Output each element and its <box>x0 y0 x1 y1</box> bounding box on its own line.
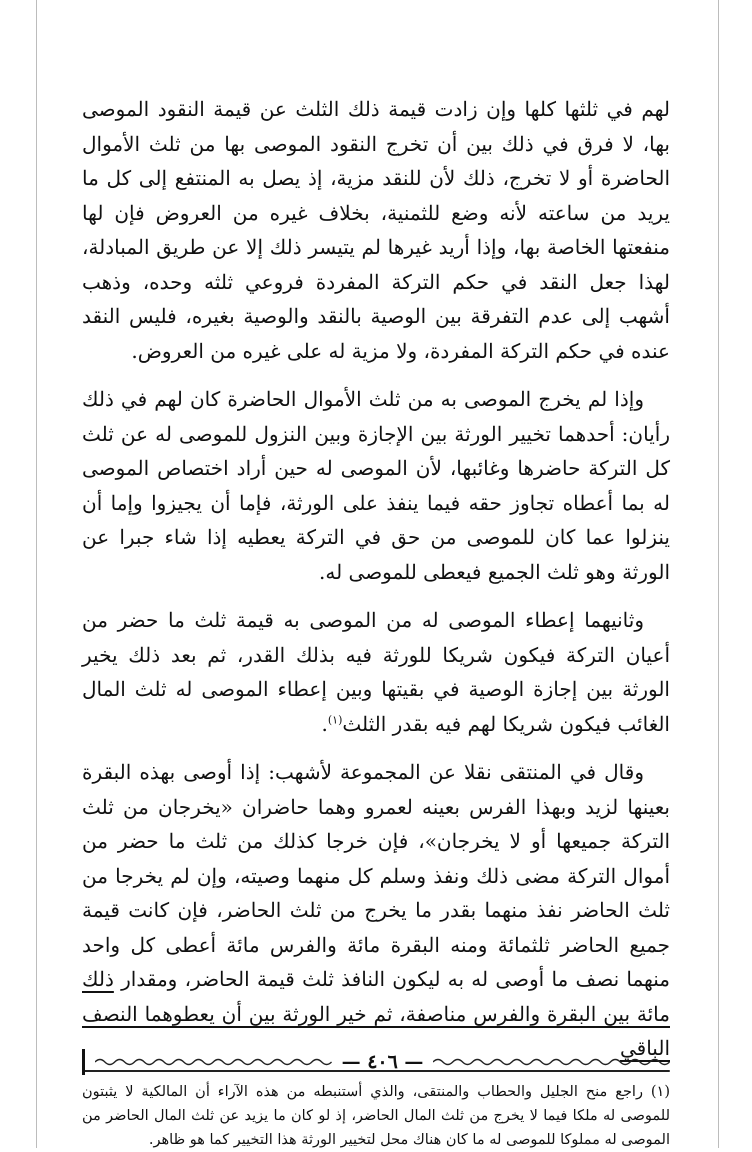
paragraph-3-text: وثانيهما إعطاء الموصى له من الموصى به قيمة ثلث ما حضر من أعيان التركة فيكون شريكا للورثة فيه بذلك القدر، ثم بعد ذلك يخير الورثة بين إجازة الوصية في بقيتها وبين إعطاء الموصى له ثلث المال الغائب فيكون شريكا لهم فيه بقدر الثلث <box>82 608 670 736</box>
paragraph-4 <box>82 755 670 1066</box>
page-edge-right <box>718 0 719 1148</box>
document-page <box>82 92 670 1152</box>
paragraph-4-text: وقال في المنتقى نقلا عن المجموعة لأشهب: إذا أوصى بهذه البقرة بعينها لزيد وبهذا الفرس بعينه لعمرو وهما حاضران «يخرجان من ثلث التركة جميعها أو لا يخرجان»، فإن خرجا كذلك من ثلث ما حضر من أموال التركة مضى ذلك ونفذ وسلم كل منهما وصيته، وإن لم يخرجا من ثلث الحاضر نفذ منهما بقدر ما يخرج من ثلث الحاضر، فإن كانت قيمة جميع الحاضر ثلثمائة ومنه البقرة مائة والفرس مائة أعطى كل واحد منهما نصف ما أوصى له به ليكون النافذ ثلث قيمة الحاضر، ومقدار <box>82 760 671 991</box>
footer-ornament-right <box>433 1056 670 1068</box>
footnote-reference: (١) <box>327 712 343 726</box>
footnote: (١) راجع منح الجليل والحطاب والمنتقى، والذي أستنبطه من هذه الآراء أن المالكية لا يثبتون للموصى له ملكا فيما لا يخرج من ثلث المال الحاضر، إذ لو كان ما يزيد عن ثلث المال الحاضر من الموصى له مملوكا للموصى له ما كان هناك محل لتخيير الورثة هذا التخيير كما هو ظاهر. <box>82 1083 670 1148</box>
page-number: — ٤٠٦ — <box>341 1051 424 1073</box>
paragraph-3: وثانيهما إعطاء الموصى له من الموصى به قيمة ثلث ما حضر من أعيان التركة فيكون شريكا للورثة فيه بذلك القدر، ثم بعد ذلك يخير الورثة بين إجازة الوصية في بقيتها وبين إعطاء الموصى له ثلث المال الغائب فيكون شريكا لهم فيه بقدر الثلث$^{(١)}$. <box>82 608 670 736</box>
page-edge-left <box>36 0 37 1148</box>
footer-ornament-left <box>95 1056 332 1068</box>
page-footer <box>82 1044 670 1080</box>
paragraph-1: لهم في ثلثها كلها وإن زادت قيمة ذلك الثلث عن قيمة النقود الموصى بها، لا فرق في ذلك بين أن تخرج النقود الموصى بها من ثلث الأموال الحاضرة أو لا تخرج، ذلك لأن للنقد مزية، إذ يصل به المنتفع إلى كل ما يريد من ساعته لأنه وضع للثمنية، بخلاف غيره من العروض فإن لها منفعتها الخاصة بها، وإذا أريد غيرها لم يتيسر ذلك إلا عن طريق المبادلة، لهذا جعل النقد في حكم التركة المفردة فروعي ثلثه وحده، وذهب أشهب إلى عدم التفرقة بين الوصية بالنقد والوصية بغيره، فليس النقد عنده في حكم التركة المفردة، ولا مزية له على غيره من العروض. <box>82 97 670 363</box>
paragraph-4-last-line: ذلك مائة بين البقرة والفرس مناصفة، ثم خير الورثة بين أن يعطوهما النصف الباقي <box>82 967 670 1060</box>
footer-end-bar <box>82 1049 85 1075</box>
paragraph-2: وإذا لم يخرج الموصى به من ثلث الأموال الحاضرة كان لهم في ذلك رأيان: أحدهما تخيير الورثة بين الإجازة وبين النزول للموصى له عن ثلث كل التركة حاضرها وغائبها، لأن الموصى له حين أراد اختصاص الموصى له بما أعطاه تجاوز حقه فيما ينفذ على الورثة، فإما أن يجيزوا وإما أن ينزلوا عما كان للموصى من حق في التركة يعطيه إذا شاء جبرا عن الورثة وهو ثلث الجميع فيعطى للموصى له. <box>82 387 670 584</box>
